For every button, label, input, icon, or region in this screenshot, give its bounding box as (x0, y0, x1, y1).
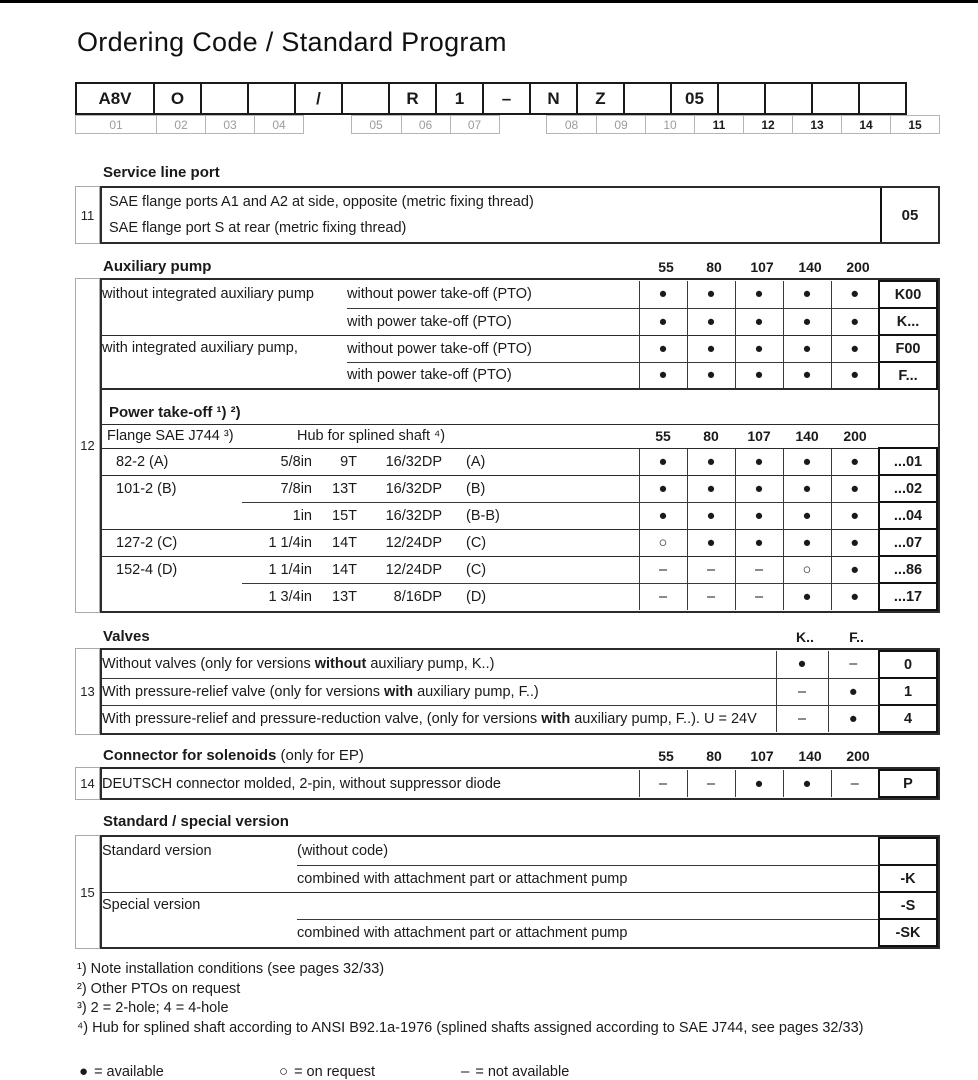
availability-cell: ● (831, 335, 879, 362)
availability-cell: ● (776, 651, 828, 678)
section-auxiliary-pump-pto (75, 256, 940, 613)
size-column-header: 55 (639, 425, 687, 448)
availability-cell: ● (735, 448, 783, 475)
position-number-row (75, 115, 940, 134)
hub-size: 1 3/4in (242, 583, 312, 610)
availability-legend (75, 1063, 940, 1080)
position-gap (500, 115, 547, 134)
flange-label (102, 502, 242, 529)
availability-cell: ● (735, 335, 783, 362)
page-top-rule (0, 0, 978, 3)
version-option (297, 892, 879, 919)
flange-label (102, 583, 242, 610)
connector-option: DEUTSCH connector molded, 2-pin, without suppressor diode (102, 775, 501, 792)
availability-cell: ○ (783, 556, 831, 583)
table-row (102, 448, 937, 475)
position-number: 11 (694, 116, 743, 133)
availability-cell: ● (687, 448, 735, 475)
availability-cell: ● (831, 362, 879, 389)
position-number: 03 (205, 116, 254, 133)
availability-cell: ● (831, 448, 879, 475)
availability-cell: ○ (639, 529, 687, 556)
section-heading-row (101, 813, 940, 832)
aux-sub-option: without power take-off (PTO) (347, 286, 532, 303)
aux-group-label: without integrated auxiliary pump (102, 285, 314, 302)
size-column-header: 55 (658, 259, 674, 275)
hub-pitch: 16/32DP (385, 453, 442, 470)
hub-pitch: 12/24DP (357, 529, 442, 556)
code-cell: 05 (670, 82, 719, 115)
option-code: ...07 (879, 529, 937, 556)
option-code: K... (879, 308, 937, 335)
legend-label: = available (94, 1063, 164, 1080)
version-option: (without code) (297, 843, 389, 860)
section-heading-row (101, 745, 940, 764)
position-number: 09 (596, 116, 645, 133)
table-row (102, 529, 937, 556)
code-cell (717, 82, 766, 115)
power-take-off-table (102, 425, 938, 611)
pto-heading: Power take-off ¹) ²) (102, 402, 938, 425)
aux-group-label: with integrated auxiliary pump, (102, 340, 298, 356)
position-number: 14 (841, 116, 890, 133)
option-code: -S (879, 892, 937, 919)
option-code (879, 838, 937, 865)
footnote: ¹) Note installation conditions (see pages 32/33) (77, 961, 385, 977)
option-code: ...86 (879, 556, 937, 583)
availability-cell: ● (828, 705, 879, 732)
availability-cell: ● (831, 475, 879, 502)
code-cell: / (294, 82, 343, 115)
section-heading: Auxiliary pump (103, 258, 212, 275)
code-cell (858, 82, 907, 115)
legend-label: = not available (475, 1063, 570, 1080)
hub-teeth: 13T (312, 583, 357, 610)
availability-cell: – (687, 556, 735, 583)
hub-teeth: 13T (312, 475, 357, 502)
option-code: 4 (879, 705, 937, 732)
table-row (102, 651, 937, 678)
section-heading: Connector for solenoids (only for EP) (103, 747, 364, 764)
flange-label: 82-2 (A) (116, 453, 169, 470)
hub-letter: (B) (442, 475, 639, 502)
option-code: ...17 (879, 583, 937, 610)
availability-cell: ● (831, 281, 879, 308)
position-number: 10 (645, 116, 694, 133)
option-code: P (879, 770, 937, 797)
code-cell: R (388, 82, 437, 115)
table-row (102, 838, 937, 865)
hub-pitch: 8/16DP (357, 583, 442, 610)
availability-cell: – (687, 770, 735, 797)
position-number: 02 (156, 116, 205, 133)
table-row (102, 705, 937, 732)
hub-pitch: 16/32DP (357, 502, 442, 529)
availability-cell: ● (735, 362, 783, 389)
hub-letter: (C) (442, 529, 639, 556)
position-number: 13 (792, 116, 841, 133)
legend-label: = on request (294, 1063, 376, 1080)
section-heading-row (101, 256, 940, 275)
code-cell (247, 82, 296, 115)
availability-cell: ● (831, 502, 879, 529)
availability-cell: ● (735, 770, 783, 797)
availability-cell: ● (831, 529, 879, 556)
size-column-header: 107 (735, 425, 783, 448)
availability-cell: – (639, 556, 687, 583)
availability-cell: ● (735, 475, 783, 502)
availability-cell: – (735, 583, 783, 610)
footnote: ²) Other PTOs on request (77, 980, 241, 997)
position-number: 01 (109, 117, 123, 132)
size-column-header: 107 (750, 748, 774, 764)
size-column-header: 107 (750, 259, 774, 275)
flange-label: 152-4 (D) (102, 556, 242, 583)
hub-teeth: 9T (340, 453, 357, 470)
availability-cell: – (776, 705, 828, 732)
hub-letter: (B-B) (442, 502, 639, 529)
availability-cell: ● (735, 308, 783, 335)
option-code: -SK (879, 919, 937, 946)
availability-cell: ● (735, 281, 783, 308)
availability-cell: – (735, 556, 783, 583)
code-cell (811, 82, 860, 115)
table-row (102, 281, 937, 308)
table-row (102, 502, 937, 529)
version-group-label: Special version (102, 897, 201, 913)
hub-teeth: 15T (312, 502, 357, 529)
size-column-header: 80 (687, 425, 735, 448)
availability-cell: – (687, 583, 735, 610)
version-group-label: Standard version (102, 842, 212, 859)
size-column-header: 140 (798, 259, 822, 275)
table-row (102, 335, 937, 362)
position-number: 06 (401, 116, 450, 133)
ordering-code-row (75, 82, 940, 115)
valve-option: With pressure-relief and pressure-reduction valve, (only for versions with auxiliary pump, F..). U = 24V (102, 705, 776, 732)
flange-label: 101-2 (B) (102, 475, 242, 502)
pto-col2-header: Hub for splined shaft ⁴) (242, 425, 639, 448)
size-column-header: 140 (783, 425, 831, 448)
auxiliary-pump-table (102, 280, 938, 390)
size-column-header: 140 (798, 748, 822, 764)
section-heading-row (101, 164, 940, 183)
legend-item (279, 1063, 461, 1080)
availability-cell: – (776, 678, 828, 705)
section-heading: Standard / special version (103, 813, 289, 830)
table-row (102, 475, 937, 502)
position-group (75, 115, 304, 134)
availability-cell: ● (687, 529, 735, 556)
availability-cell: ● (783, 335, 831, 362)
table-row (102, 678, 937, 705)
code-cell (764, 82, 813, 115)
availability-cell: ● (639, 281, 687, 308)
code-cell: 1 (435, 82, 484, 115)
availability-cell: ● (783, 308, 831, 335)
section-standard-special-version (75, 813, 940, 949)
aux-sub-option: with power take-off (PTO) (347, 308, 639, 335)
availability-cell: – (639, 770, 687, 797)
footnotes (75, 960, 940, 1038)
connector-table (102, 769, 938, 798)
availability-cell: ● (687, 362, 735, 389)
position-number: 08 (564, 117, 579, 132)
availability-cell: ● (639, 448, 687, 475)
f-column-header: F.. (849, 629, 864, 645)
availability-cell: ● (639, 362, 687, 389)
section-heading: Valves (103, 628, 150, 645)
valve-option: With pressure-relief valve (only for versions with auxiliary pump, F..) (102, 678, 776, 705)
code-cell: N (529, 82, 578, 115)
not-available-dash-icon: – (461, 1063, 470, 1080)
option-code: ...04 (879, 502, 937, 529)
position-number: 04 (254, 116, 303, 133)
code-cell: – (482, 82, 531, 115)
availability-cell: – (831, 770, 879, 797)
hub-pitch: 16/32DP (357, 475, 442, 502)
position-group (546, 115, 940, 134)
position-number: 12 (743, 116, 792, 133)
availability-cell: ● (783, 448, 831, 475)
option-code: ...02 (879, 475, 937, 502)
availability-cell: ● (735, 529, 783, 556)
availability-cell: ● (639, 502, 687, 529)
ordering-code-table (75, 82, 940, 134)
aux-sub-option: with power take-off (PTO) (347, 362, 639, 389)
availability-cell: ● (783, 362, 831, 389)
size-column-header: 200 (831, 425, 879, 448)
availability-cell: ● (783, 529, 831, 556)
availability-cell: ● (687, 502, 735, 529)
availability-cell: ● (687, 475, 735, 502)
option-code: ...01 (879, 448, 937, 475)
availability-cell: ● (783, 583, 831, 610)
section-valves (75, 626, 940, 735)
hub-letter: (D) (442, 583, 639, 610)
option-code: 05 (880, 188, 938, 242)
table-row (102, 583, 937, 610)
service-line-option: SAE flange port S at rear (metric fixing thread) (109, 220, 407, 236)
availability-cell: ● (735, 502, 783, 529)
code-cell (200, 82, 249, 115)
hub-size: 1 1/4in (242, 556, 312, 583)
footnote: ³) 2 = 2-hole; 4 = 4-hole (77, 1000, 229, 1016)
option-code: F00 (879, 335, 937, 362)
hub-size: 1 1/4in (242, 529, 312, 556)
pto-header-row (102, 425, 937, 448)
available-dot-icon: ● (79, 1063, 89, 1080)
option-code: F... (879, 362, 937, 389)
code-cell: O (153, 82, 202, 115)
section-number: 11 (75, 186, 100, 244)
hub-letter: (C) (442, 556, 639, 583)
hub-size: 7/8in (242, 475, 312, 502)
availability-cell: ● (828, 678, 879, 705)
availability-cell: ● (783, 281, 831, 308)
code-cell: A8V (75, 82, 155, 115)
option-code: -K (879, 865, 937, 892)
section-number: 14 (75, 767, 100, 800)
hub-size: 5/8in (280, 453, 312, 470)
section-heading: Service line port (103, 164, 220, 181)
hub-size: 1in (242, 502, 312, 529)
k-column-header: K.. (796, 629, 814, 645)
option-code: 1 (879, 678, 937, 705)
availability-cell: ● (639, 475, 687, 502)
hub-teeth: 14T (312, 556, 357, 583)
size-column-header: 55 (658, 748, 674, 764)
section-number: 12 (75, 278, 100, 613)
section-connector (75, 745, 940, 800)
table-row (102, 556, 937, 583)
page-title: Ordering Code / Standard Program (77, 27, 507, 57)
position-number: 15 (890, 116, 939, 133)
availability-cell: – (828, 651, 879, 678)
code-cell (341, 82, 390, 115)
valve-option: Without valves (only for versions without auxiliary pump, K..) (102, 656, 495, 673)
availability-cell: ● (831, 308, 879, 335)
valves-table (102, 650, 938, 733)
service-line-option: SAE flange ports A1 and A2 at side, opposite (metric fixing thread) (109, 194, 534, 210)
size-column-header: 80 (706, 748, 722, 764)
availability-cell: ● (639, 335, 687, 362)
position-group (351, 115, 500, 134)
size-column-header: 80 (706, 259, 722, 275)
size-column-header: 200 (846, 748, 870, 764)
section-number: 15 (75, 835, 100, 949)
availability-cell: ● (639, 308, 687, 335)
availability-cell: ● (783, 475, 831, 502)
position-gap (304, 115, 351, 134)
availability-cell: ● (687, 335, 735, 362)
flange-label: 127-2 (C) (102, 529, 242, 556)
option-code: 0 (879, 651, 937, 678)
code-cell: Z (576, 82, 625, 115)
hub-letter: (A) (466, 453, 486, 470)
on-request-circle-icon: ○ (279, 1063, 289, 1080)
code-cell (623, 82, 672, 115)
legend-item (79, 1063, 279, 1080)
version-table (102, 837, 938, 947)
version-option: combined with attachment part or attachment pump (297, 865, 879, 892)
hub-pitch: 12/24DP (357, 556, 442, 583)
footnote: ⁴) Hub for splined shaft according to ANSI B92.1a-1976 (splined shafts assigned according to SAE J744, see pages 32/33) (77, 1019, 864, 1036)
availability-cell: ● (831, 583, 879, 610)
pto-col1-header: Flange SAE J744 ³) (102, 425, 242, 448)
section-service-line-port (75, 164, 940, 244)
version-option: combined with attachment part or attachment pump (297, 919, 879, 946)
availability-cell: ● (687, 308, 735, 335)
option-code: K00 (879, 281, 937, 308)
legend-item (461, 1063, 569, 1080)
availability-cell: ● (783, 502, 831, 529)
table-row (102, 770, 937, 797)
aux-sub-option: without power take-off (PTO) (347, 335, 639, 362)
position-number: 05 (369, 117, 383, 132)
availability-cell: ● (783, 770, 831, 797)
hub-teeth: 14T (312, 529, 357, 556)
availability-cell: – (639, 583, 687, 610)
availability-cell: ● (687, 281, 735, 308)
availability-cell: ● (831, 556, 879, 583)
section-heading-row (101, 626, 940, 645)
position-number: 07 (450, 116, 499, 133)
table-row (102, 892, 937, 919)
size-column-header: 200 (846, 259, 870, 275)
section-number: 13 (75, 648, 100, 735)
